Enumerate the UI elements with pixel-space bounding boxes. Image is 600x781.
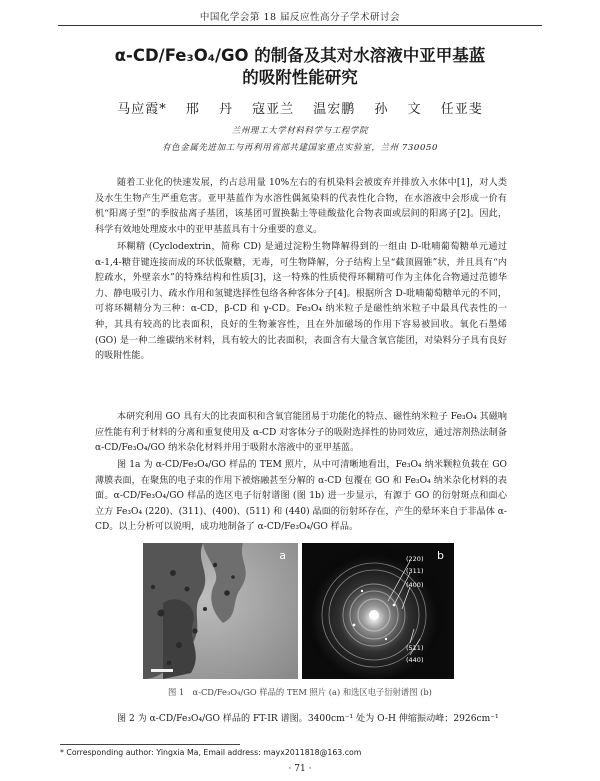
title-line-2: 的吸附性能研究 xyxy=(242,68,358,87)
figure-caption: 图 1 α-CD/Fe₃O₄/GO 样品的 TEM 照片 (a) 和选区电子衍射谱图 (b) xyxy=(168,687,432,697)
ring-label-311: (311) xyxy=(406,567,424,575)
page-number: · 71 · xyxy=(288,764,312,774)
saed-pattern-panel xyxy=(302,543,454,679)
panel-b-label: b xyxy=(437,549,444,562)
paragraph-ftir: 图 2 为 α-CD/Fe₃O₄/GO 样品的 FT-IR 谱图。3400cm⁻¹ 处为 O-H 伸缩振动峰；2926cm⁻¹ xyxy=(117,714,499,724)
saed-pattern xyxy=(302,543,454,679)
ring-label-511: (511) xyxy=(406,644,424,652)
author-list: 马应霞* 邢 丹 寇亚兰 温宏鹏 孙 文 任亚斐 xyxy=(117,102,483,117)
running-header: 中国化学会第 18 届反应性高分子学术研讨会 xyxy=(199,12,401,23)
ring-label-400: (400) xyxy=(406,581,424,589)
corresponding-author-footnote: * Corresponding author: Yingxia Ma, Email address: mayx2011818@163.com xyxy=(60,748,362,757)
tem-image-panel xyxy=(143,543,298,679)
paragraph-cyclodextrin: 环糊精 (Cyclodextrin，简称 CD) 是通过淀粉生物降解得到的一组由 D-吡喃葡萄糖单元通过 α-1,4-糖苷键连接而成的环状低聚糖，无毒，可生物降解，分子结构上呈“截顶圆锥”状，并且具有“内腔疏水，外壁亲水”的特殊结构和性质[3]，这一特殊的性质使得环糊精可作为主体化合物通过范德华力、静电吸引力、疏水作用和氢键选择性包络各种客体分子[4]。根据所含 D-吡喃葡萄糖单元的不同，可将环糊精分为三种：α-CD，β-CD 和 γ-CD。Fe₃O₄ 纳米粒子是磁性纳米粒子中最具代表性的一种，其具有较高的比表面积，良好的生物兼容性，且在外加磁场的作用下容易被回收。氧化石墨烯 (GO) 是一种二维碳纳米材料，具有较大的比表面积，表面含有大量含氧官能团，对染料分子具有良好的吸附性能。 xyxy=(95,242,507,362)
affiliation-1: 兰州理工大学材料科学与工程学院 xyxy=(231,126,369,136)
tem-image xyxy=(143,543,298,679)
ring-label-440: (440) xyxy=(406,656,424,664)
footnote-rule xyxy=(60,744,240,745)
title-line-1: α-CD/Fe₃O₄/GO 的制备及其对水溶液中亚甲基蓝 xyxy=(114,46,486,65)
paragraph-study: 本研究利用 GO 具有大的比表面积和含氧官能团易于功能化的特点、磁性纳米粒子 Fe₃O₄ 其磁响应性能有利于材料的分离和重复使用及 α-CD 对客体分子的吸附选择性的协同效应，通过溶剂热法制备 α-CD/Fe₃O₄/GO 纳米杂化材料并用于吸附水溶液中的亚甲基蓝。 xyxy=(95,412,507,454)
paragraph-tem: 图 1a 为 α-CD/Fe₃O₄/GO 样品的 TEM 照片，从中可清晰地看出，Fe₃O₄ 纳米颗粒负载在 GO 薄膜表面，在聚焦的电子束的作用下被熔融甚至分解的 α-CD 包覆在 GO 和 Fe₃O₄ 纳米杂化材料的表面。α-CD/Fe₃O₄/GO 样品的选区电子衍射谱图 (图 1b) 进一步显示，有源于 GO 的衍射斑点和面心立方 Fe₃O₄ (220)、(311)、(400)、(511) 和 (440) 晶面的衍射环存在，产生的晕环来自于非晶体 α-CD。以上分析可以说明，成功地制备了 α-CD/Fe₃O₄/GO 样品。 xyxy=(95,460,507,533)
ring-label-220: (220) xyxy=(406,555,424,563)
header-rule xyxy=(58,25,542,26)
paragraph-intro: 随着工业化的快速发展，约占总用量 10%左右的有机染料会被废弃并排放入水体中[1]，对人类及水生生物产生严重危害。亚甲基蓝作为水溶性偶氮染料的代表性化合物，在水溶液中会形成一价有机“阳离子型”的季胺盐离子基团，该基团可置换黏土等硅酸盐化合物表面或层间的阳离子[2]。因此，科学有效地处理废水中的亚甲基蓝具有十分重要的意义。 xyxy=(95,178,507,235)
panel-a-label: a xyxy=(279,549,286,562)
affiliation-2: 有色金属先进加工与再利用省部共建国家重点实验室，兰州 730050 xyxy=(162,143,438,153)
